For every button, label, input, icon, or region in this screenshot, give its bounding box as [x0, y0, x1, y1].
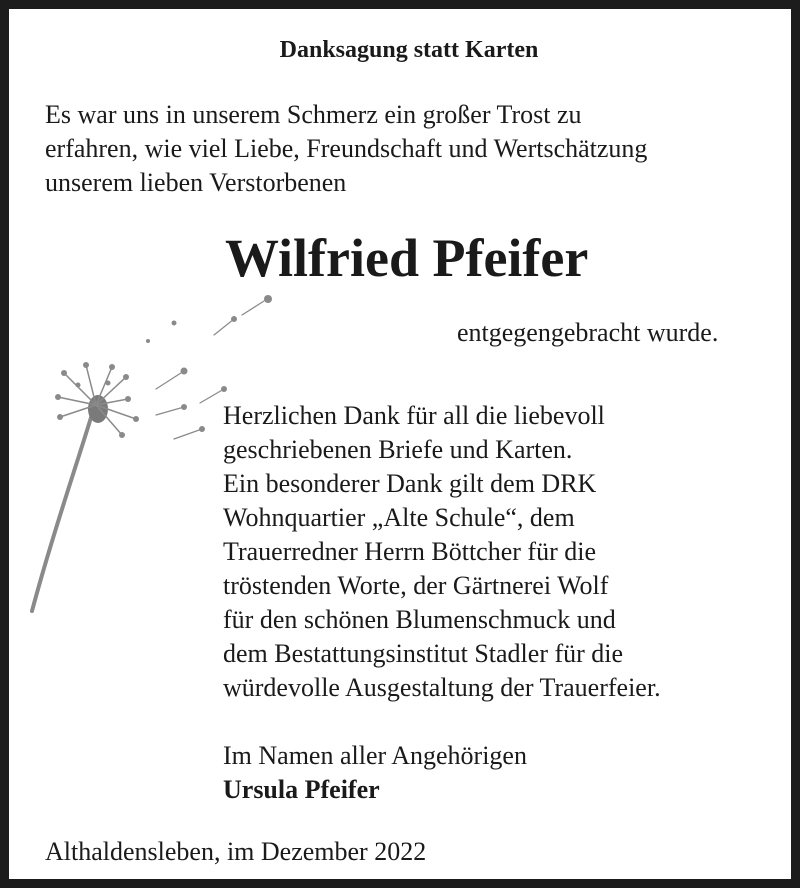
deceased-name: Wilfried Pfeifer — [225, 228, 589, 288]
intro-line: unserem lieben Verstorbenen — [45, 168, 347, 197]
intro-continuation: entgegengebracht wurde. — [457, 318, 719, 347]
thanks-line: Herzlichen Dank für all die liebevoll — [223, 401, 605, 430]
place-and-date: Althaldensleben, im Dezember 2022 — [45, 837, 427, 866]
thanks-line: tröstenden Worte, der Gärtnerei Wolf — [223, 571, 609, 600]
thanks-paragraph — [223, 399, 783, 705]
thanks-line: für den schönen Blumenschmuck und — [223, 605, 616, 634]
intro-paragraph — [45, 98, 785, 200]
intro-line: erfahren, wie viel Liebe, Freundschaft und Wertschätzung — [45, 134, 648, 163]
notice-heading: Danksagung statt Karten — [279, 37, 539, 63]
intro-line: Es war uns in unserem Schmerz ein großer Trost zu — [45, 100, 582, 129]
thanks-line: würdevolle Ausgestaltung der Trauerfeier. — [223, 673, 661, 702]
thanks-line: Wohnquartier „Alte Schule“, dem — [223, 503, 575, 532]
thanks-line: Trauerredner Herrn Böttcher für die — [223, 537, 597, 566]
thanks-line: dem Bestattungsinstitut Stadler für die — [223, 639, 624, 668]
signature-name: Ursula Pfeifer — [223, 775, 380, 804]
thanks-line: Ein besonderer Dank gilt dem DRK — [223, 469, 597, 498]
signature-intro: Im Namen aller Angehörigen — [223, 741, 527, 770]
thanks-line: geschriebenen Briefe und Karten. — [223, 435, 573, 464]
